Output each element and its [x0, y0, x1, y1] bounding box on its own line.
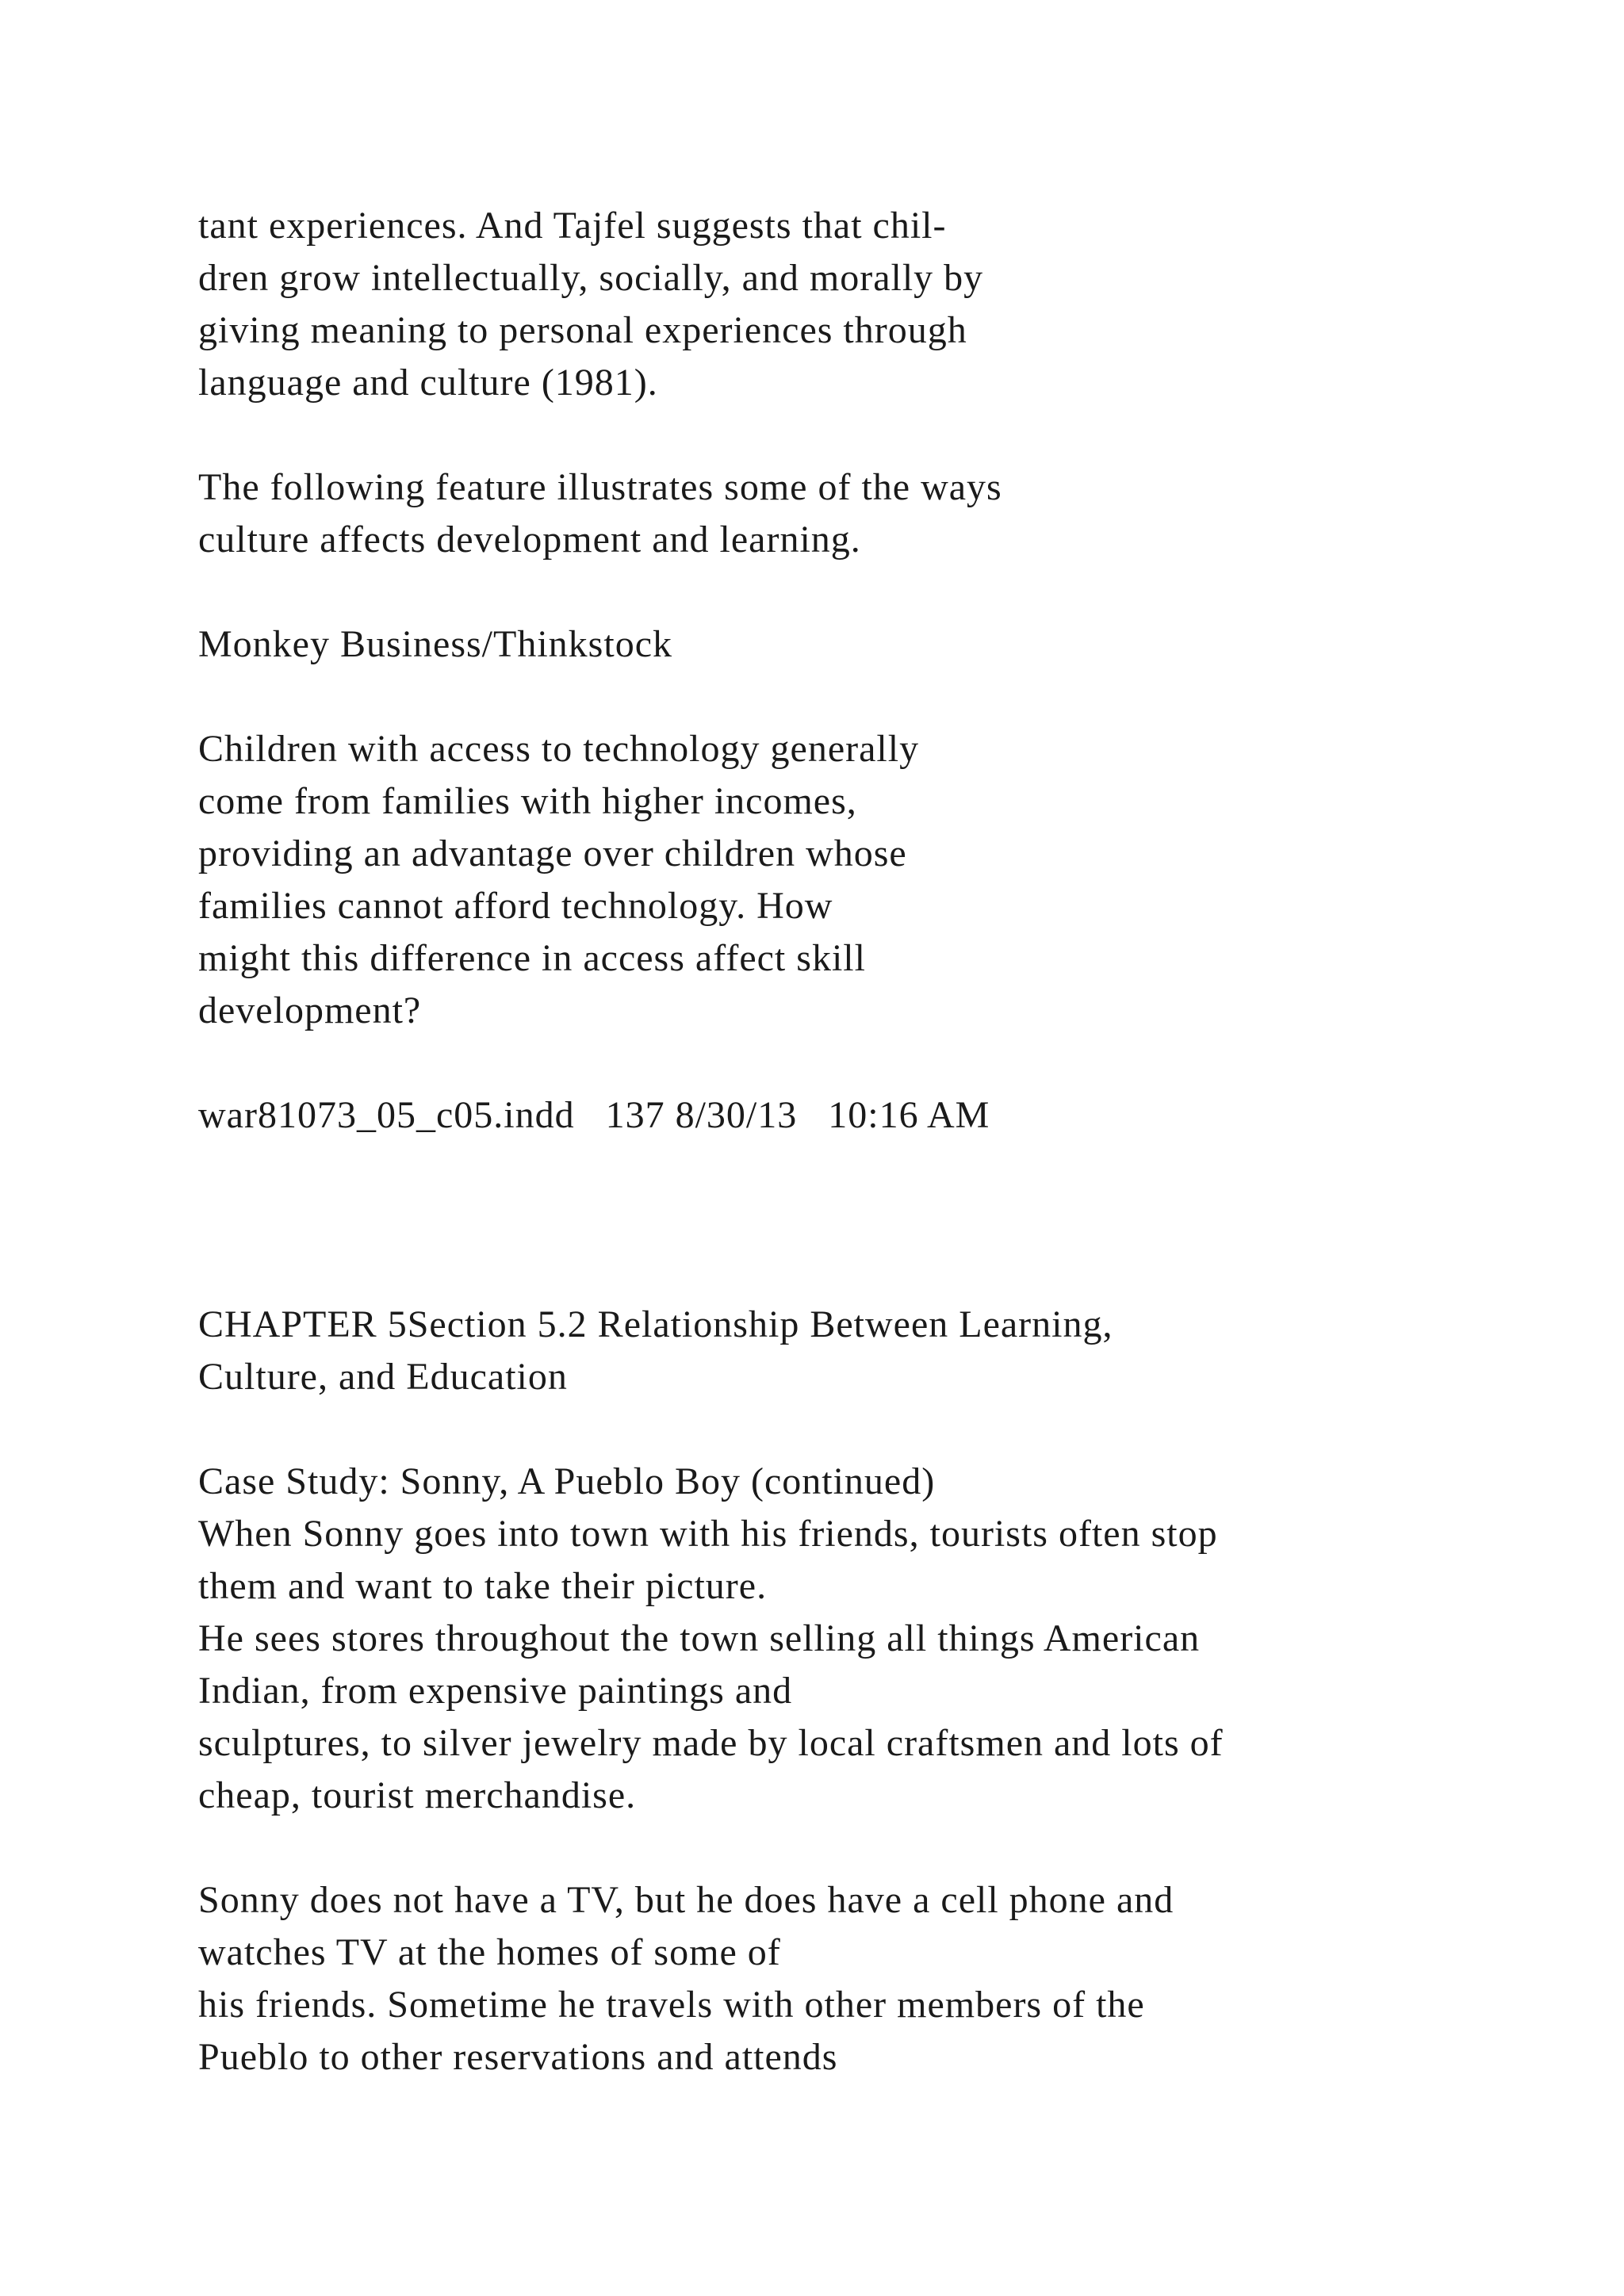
text-line: tant experiences. And Tajfel suggests that chil-	[198, 205, 947, 247]
text-line: war81073_05_c05.indd 137 8/30/13 10:16 AM	[198, 1094, 990, 1136]
text-line: providing an advantage over children whose	[198, 832, 907, 874]
text-line: giving meaning to personal experiences through	[198, 309, 967, 351]
text-line: When Sonny goes into town with his friends, tourists often stop	[198, 1513, 1218, 1555]
photo-credit	[198, 618, 672, 671]
text-line: sculptures, to silver jewelry made by local craftsmen and lots of	[198, 1722, 1224, 1764]
text-line: families cannot afford technology. How	[198, 885, 833, 927]
text-line: his friends. Sometime he travels with other members of the	[198, 1984, 1145, 2026]
photo-caption	[198, 723, 919, 1037]
text-line: development?	[198, 989, 422, 1031]
text-line: Monkey Business/Thinkstock	[198, 623, 672, 665]
text-line: culture affects development and learning.	[198, 519, 861, 561]
text-line: Children with access to technology generally	[198, 728, 920, 770]
paragraph-sonny-tv	[198, 1874, 1174, 2084]
text-line: Pueblo to other reservations and attends	[198, 2036, 838, 2078]
print-slug	[198, 1089, 990, 1142]
text-line: Culture, and Education	[198, 1356, 568, 1398]
text-line: He sees stores throughout the town selling all things American	[198, 1617, 1201, 1659]
text-line: watches TV at the homes of some of	[198, 1931, 781, 1973]
paragraph-feature	[198, 461, 1002, 566]
text-line: language and culture (1981).	[198, 362, 658, 404]
text-line: cheap, tourist merchandise.	[198, 1774, 637, 1816]
text-line: come from families with higher incomes,	[198, 780, 857, 822]
chapter-heading	[198, 1299, 1113, 1403]
text-line: dren grow intellectually, socially, and morally by	[198, 257, 984, 299]
text-line: CHAPTER 5Section 5.2 Relationship Between Learning,	[198, 1303, 1113, 1345]
paragraph-intro	[198, 200, 983, 409]
text-line: Indian, from expensive paintings and	[198, 1670, 793, 1712]
text-line: The following feature illustrates some of the ways	[198, 466, 1002, 508]
case-study	[198, 1456, 1224, 1822]
text-line: might this difference in access affect skill	[198, 937, 866, 979]
case-study-title: Case Study: Sonny, A Pueblo Boy (continued)	[198, 1460, 936, 1502]
text-line: Sonny does not have a TV, but he does have a cell phone and	[198, 1879, 1174, 1921]
text-line: them and want to take their picture.	[198, 1565, 768, 1607]
